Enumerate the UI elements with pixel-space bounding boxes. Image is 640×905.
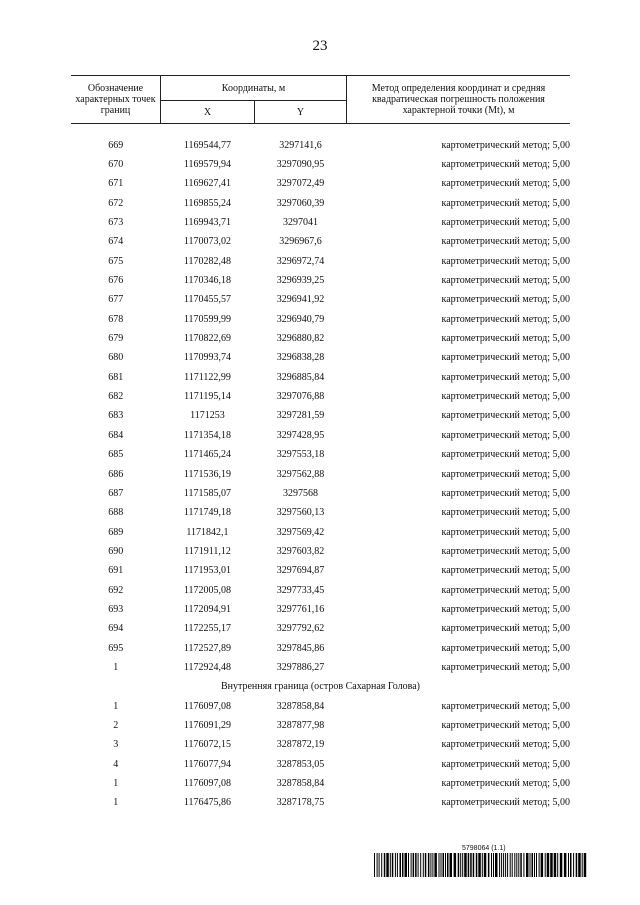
inner-boundary-rows bbox=[71, 697, 570, 813]
table-row bbox=[71, 426, 570, 445]
table-row bbox=[71, 291, 570, 310]
coord-y-cell: 3297569,42 bbox=[276, 526, 325, 538]
header-y: Y bbox=[255, 101, 347, 124]
coord-y-cell: 3297845,86 bbox=[276, 642, 325, 654]
method-cell: картометрический метод; 5,00 bbox=[441, 545, 570, 557]
method-cell: картометрический метод; 5,00 bbox=[441, 429, 570, 441]
point-id-cell: 677 bbox=[108, 294, 124, 306]
coord-y-cell: 3287858,84 bbox=[276, 700, 325, 712]
coord-y-cell: 3287858,84 bbox=[276, 778, 325, 790]
table-row bbox=[71, 639, 570, 658]
coord-y-cell: 3297553,18 bbox=[276, 449, 325, 461]
method-cell: картометрический метод; 5,00 bbox=[441, 333, 570, 345]
method-cell: картометрический метод; 5,00 bbox=[441, 197, 570, 209]
method-cell: картометрический метод; 5,00 bbox=[441, 661, 570, 673]
outer-boundary-rows bbox=[71, 124, 570, 678]
method-cell: картометрический метод; 5,00 bbox=[441, 487, 570, 499]
method-cell: картометрический метод; 5,00 bbox=[441, 217, 570, 229]
table-row bbox=[71, 484, 570, 503]
point-id-cell: 4 bbox=[113, 758, 119, 770]
point-id-cell: 679 bbox=[108, 333, 124, 345]
point-id-cell: 671 bbox=[108, 178, 124, 190]
point-id-cell: 692 bbox=[108, 584, 124, 596]
method-cell: картометрический метод; 5,00 bbox=[441, 526, 570, 538]
point-id-cell: 682 bbox=[108, 391, 124, 403]
coord-y-cell: 3297568 bbox=[283, 487, 318, 499]
page-number: 23 bbox=[312, 38, 328, 54]
table-row bbox=[71, 194, 570, 213]
coord-x-cell: 1171749,18 bbox=[183, 507, 232, 519]
table-row bbox=[71, 504, 570, 523]
table-row bbox=[71, 465, 570, 484]
method-cell: картометрический метод; 5,00 bbox=[441, 255, 570, 267]
table-row bbox=[71, 407, 570, 426]
table-row bbox=[71, 794, 570, 813]
method-cell: картометрический метод; 5,00 bbox=[441, 739, 570, 751]
coord-x-cell: 1171253 bbox=[190, 410, 225, 422]
coord-x-cell: 1170822,69 bbox=[183, 333, 232, 345]
point-id-cell: 676 bbox=[108, 275, 124, 287]
table-row bbox=[71, 736, 570, 755]
coord-y-cell: 3296939,25 bbox=[276, 275, 325, 287]
method-cell: картометрический метод; 5,00 bbox=[441, 719, 570, 731]
document-code: 5798064 (1.1) bbox=[462, 845, 506, 852]
coord-x-cell: 1176077,94 bbox=[183, 758, 232, 770]
table-row bbox=[71, 271, 570, 290]
coord-y-cell: 3296967,6 bbox=[279, 236, 322, 248]
point-id-cell: 691 bbox=[108, 565, 124, 577]
table-row bbox=[71, 349, 570, 368]
point-id-cell: 688 bbox=[108, 507, 124, 519]
method-cell: картометрический метод; 5,00 bbox=[441, 700, 570, 712]
coord-x-cell: 1172094,91 bbox=[183, 603, 232, 615]
coord-y-cell: 3297792,62 bbox=[276, 623, 325, 635]
coord-x-cell: 1172005,08 bbox=[183, 584, 232, 596]
table-row bbox=[71, 368, 570, 387]
coord-x-cell: 1176091,29 bbox=[183, 719, 232, 731]
point-id-cell: 674 bbox=[108, 236, 124, 248]
method-cell: картометрический метод; 5,00 bbox=[441, 391, 570, 403]
coord-y-cell: 3287178,75 bbox=[276, 797, 325, 809]
coord-x-cell: 1171953,01 bbox=[183, 565, 232, 577]
point-id-cell: 689 bbox=[108, 526, 124, 538]
coord-y-cell: 3297141,6 bbox=[279, 139, 322, 151]
table-row bbox=[71, 387, 570, 406]
method-cell: картометрический метод; 5,00 bbox=[441, 603, 570, 615]
inner-section-title: Внутренняя граница (остров Сахарная Голова) bbox=[220, 681, 421, 693]
table-row bbox=[71, 136, 570, 155]
method-cell: картометрический метод; 5,00 bbox=[441, 352, 570, 364]
point-id-cell: 678 bbox=[108, 313, 124, 325]
coord-y-cell: 3287877,98 bbox=[276, 719, 325, 731]
table-row bbox=[71, 697, 570, 716]
point-id-cell: 675 bbox=[108, 255, 124, 267]
table-row bbox=[71, 774, 570, 793]
table-row bbox=[71, 310, 570, 329]
coord-y-cell: 3296838,28 bbox=[276, 352, 325, 364]
table-row bbox=[71, 600, 570, 619]
table-row bbox=[71, 542, 570, 561]
point-id-cell: 683 bbox=[108, 410, 124, 422]
method-cell: картометрический метод; 5,00 bbox=[441, 623, 570, 635]
method-cell: картометрический метод; 5,00 bbox=[441, 294, 570, 306]
method-cell: картометрический метод; 5,00 bbox=[441, 159, 570, 171]
coord-x-cell: 1170073,02 bbox=[183, 236, 232, 248]
table-row bbox=[71, 233, 570, 252]
table-row bbox=[71, 175, 570, 194]
header-x: X bbox=[161, 101, 255, 124]
coord-x-cell: 1169627,41 bbox=[183, 178, 232, 190]
method-cell: картометрический метод; 5,00 bbox=[441, 449, 570, 461]
table-row bbox=[71, 329, 570, 348]
coord-y-cell: 3287872,19 bbox=[276, 739, 325, 751]
method-cell: картометрический метод; 5,00 bbox=[441, 758, 570, 770]
point-id-cell: 1 bbox=[113, 661, 119, 673]
point-id-cell: 690 bbox=[108, 545, 124, 557]
coord-x-cell: 1170282,48 bbox=[183, 255, 232, 267]
coord-y-cell: 3297733,45 bbox=[276, 584, 325, 596]
coord-x-cell: 1176475,86 bbox=[183, 797, 232, 809]
coord-y-cell: 3297060,39 bbox=[276, 197, 325, 209]
coord-x-cell: 1171911,12 bbox=[184, 545, 231, 557]
point-id-cell: 686 bbox=[108, 468, 124, 480]
coord-x-cell: 1170346,18 bbox=[183, 275, 232, 287]
table-row bbox=[71, 716, 570, 735]
coord-y-cell: 3297694,87 bbox=[276, 565, 325, 577]
coord-x-cell: 1170455,57 bbox=[183, 294, 232, 306]
table-row bbox=[71, 562, 570, 581]
coord-y-cell: 3296941,92 bbox=[276, 294, 325, 306]
table-row bbox=[71, 581, 570, 600]
coordinates-table bbox=[71, 75, 570, 813]
coord-y-cell: 3297076,88 bbox=[276, 391, 325, 403]
point-id-cell: 684 bbox=[108, 429, 124, 441]
method-cell: картометрический метод; 5,00 bbox=[441, 313, 570, 325]
table-row bbox=[71, 252, 570, 271]
coord-x-cell: 1169855,24 bbox=[183, 197, 232, 209]
table-row bbox=[71, 446, 570, 465]
coord-x-cell: 1171536,19 bbox=[183, 468, 232, 480]
coord-y-cell: 3297041 bbox=[283, 217, 318, 229]
method-cell: картометрический метод; 5,00 bbox=[441, 507, 570, 519]
coord-x-cell: 1170993,74 bbox=[183, 352, 232, 364]
method-cell: картометрический метод; 5,00 bbox=[441, 642, 570, 654]
point-id-cell: 673 bbox=[108, 217, 124, 229]
point-id-cell: 695 bbox=[108, 642, 124, 654]
coord-x-cell: 1176097,08 bbox=[183, 778, 232, 790]
coord-y-cell: 3297761,16 bbox=[276, 603, 325, 615]
method-cell: картометрический метод; 5,00 bbox=[441, 275, 570, 287]
method-cell: картометрический метод; 5,00 bbox=[441, 584, 570, 596]
method-cell: картометрический метод; 5,00 bbox=[441, 371, 570, 383]
header-method: Метод определения координат и средняя квадратическая погрешность положения характерной точки (Mt), м bbox=[347, 76, 571, 124]
table-row bbox=[71, 658, 570, 677]
coord-x-cell: 1171465,24 bbox=[183, 449, 232, 461]
coord-x-cell: 1171585,07 bbox=[183, 487, 232, 499]
point-id-cell: 687 bbox=[108, 487, 124, 499]
coord-x-cell: 1172255,17 bbox=[183, 623, 232, 635]
table-row bbox=[71, 523, 570, 542]
coord-y-cell: 3297562,88 bbox=[276, 468, 325, 480]
table-row bbox=[71, 755, 570, 774]
method-cell: картометрический метод; 5,00 bbox=[441, 468, 570, 480]
header-point-designation: Обозначение характерных точек границ bbox=[71, 76, 161, 124]
coord-y-cell: 3296880,82 bbox=[276, 333, 325, 345]
coord-x-cell: 1171354,18 bbox=[183, 429, 232, 441]
coord-y-cell: 3296972,74 bbox=[276, 255, 325, 267]
point-id-cell: 672 bbox=[108, 197, 124, 209]
coord-y-cell: 3297090,95 bbox=[276, 159, 325, 171]
coord-y-cell: 3297560,13 bbox=[276, 507, 325, 519]
point-id-cell: 681 bbox=[108, 371, 124, 383]
point-id-cell: 685 bbox=[108, 449, 124, 461]
point-id-cell: 3 bbox=[113, 739, 119, 751]
coord-y-cell: 3296885,84 bbox=[276, 371, 325, 383]
point-id-cell: 694 bbox=[108, 623, 124, 635]
method-cell: картометрический метод; 5,00 bbox=[441, 236, 570, 248]
coord-y-cell: 3297428,95 bbox=[276, 429, 325, 441]
coord-x-cell: 1172527,89 bbox=[183, 642, 232, 654]
point-id-cell: 670 bbox=[108, 159, 124, 171]
coord-x-cell: 1169579,94 bbox=[183, 159, 232, 171]
table-row bbox=[71, 213, 570, 232]
method-cell: картометрический метод; 5,00 bbox=[441, 565, 570, 577]
coord-y-cell: 3297886,27 bbox=[276, 661, 325, 673]
point-id-cell: 669 bbox=[108, 139, 124, 151]
table-row bbox=[71, 155, 570, 174]
point-id-cell: 1 bbox=[113, 700, 119, 712]
inner-section bbox=[71, 678, 570, 697]
point-id-cell: 693 bbox=[108, 603, 124, 615]
point-id-cell: 680 bbox=[108, 352, 124, 364]
coord-x-cell: 1171122,99 bbox=[184, 371, 231, 383]
coord-y-cell: 3297603,82 bbox=[276, 545, 325, 557]
point-id-cell: 2 bbox=[113, 719, 119, 731]
coord-x-cell: 1170599,99 bbox=[183, 313, 232, 325]
coord-x-cell: 1171195,14 bbox=[184, 391, 231, 403]
header-coordinates: Координаты, м bbox=[161, 76, 347, 101]
coord-y-cell: 3287853,05 bbox=[276, 758, 325, 770]
table-row bbox=[71, 620, 570, 639]
method-cell: картометрический метод; 5,00 bbox=[441, 178, 570, 190]
coord-x-cell: 1172924,48 bbox=[183, 661, 232, 673]
barcode-icon bbox=[374, 853, 588, 877]
method-cell: картометрический метод; 5,00 bbox=[441, 410, 570, 422]
coord-x-cell: 1171842,1 bbox=[186, 526, 229, 538]
coord-y-cell: 3297281,59 bbox=[276, 410, 325, 422]
coord-y-cell: 3296940,79 bbox=[276, 313, 325, 325]
coord-y-cell: 3297072,49 bbox=[276, 178, 325, 190]
method-cell: картометрический метод; 5,00 bbox=[441, 139, 570, 151]
coord-x-cell: 1176097,08 bbox=[183, 700, 232, 712]
point-id-cell: 1 bbox=[113, 778, 119, 790]
coord-x-cell: 1169943,71 bbox=[183, 217, 232, 229]
point-id-cell: 1 bbox=[113, 797, 119, 809]
coord-x-cell: 1169544,77 bbox=[183, 139, 232, 151]
method-cell: картометрический метод; 5,00 bbox=[441, 778, 570, 790]
coord-x-cell: 1176072,15 bbox=[183, 739, 232, 751]
method-cell: картометрический метод; 5,00 bbox=[441, 797, 570, 809]
